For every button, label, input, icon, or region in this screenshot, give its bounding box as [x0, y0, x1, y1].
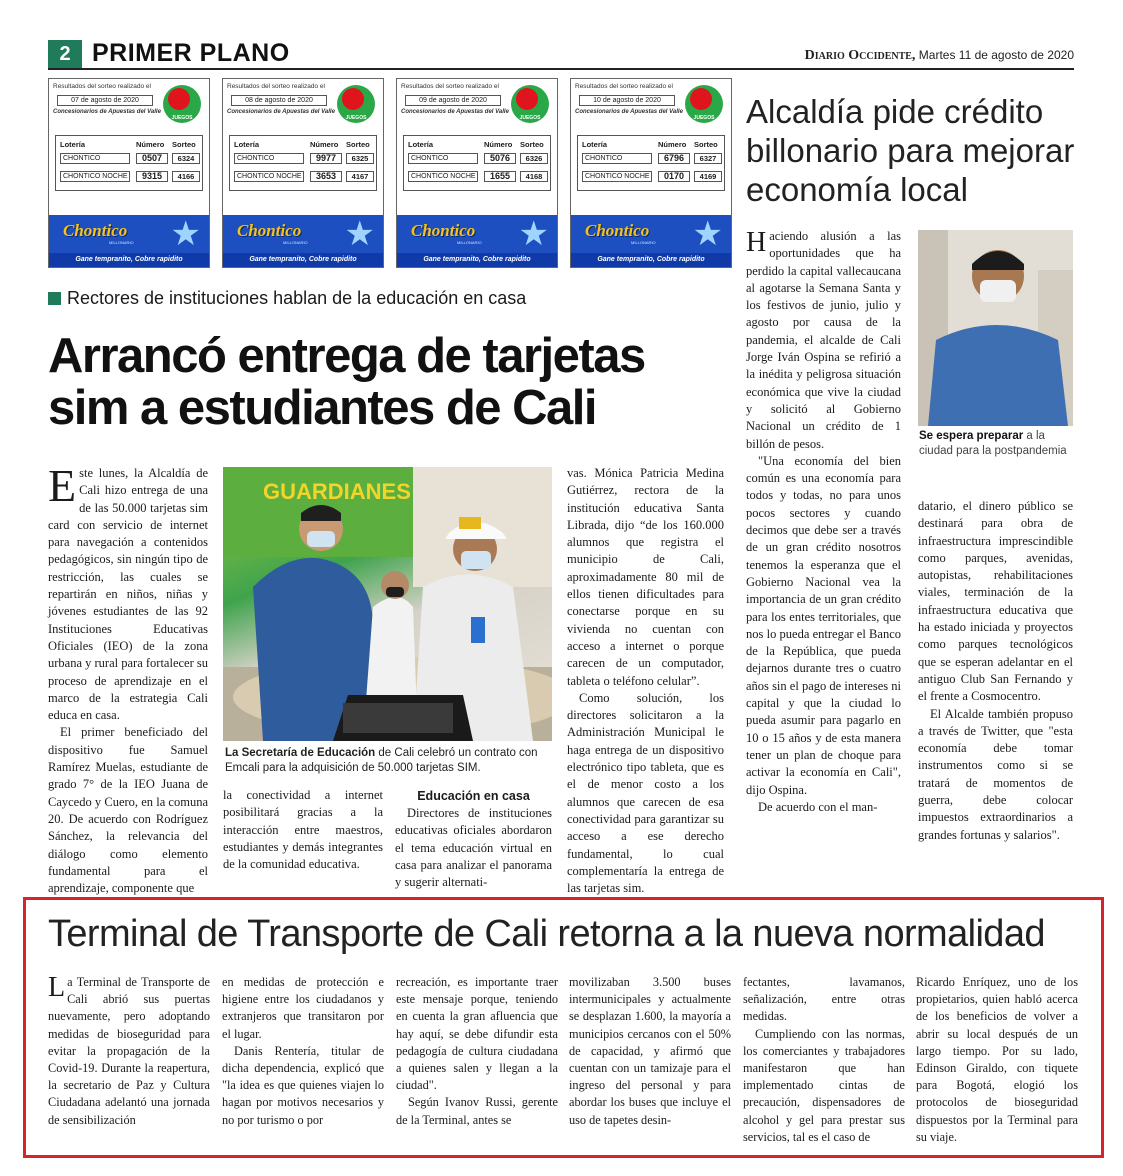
col-loteria: Lotería	[408, 140, 434, 149]
chontico-banner	[397, 215, 557, 267]
main-story-column-3	[395, 787, 552, 891]
lottery-results-label: Resultados del sorteo realizado el	[227, 83, 325, 90]
paragraph: Como solución, los directores solicitaron a la Administración Municipal le haga entrega de un dispositivo electrónico tipo tableta, que es el de menor costo a los alumnos que carecen de esa conectividad para garantizar su acceso a ese derecho fundamental, lo cual complementaría la entrega de las tarjetas sim.	[567, 690, 724, 896]
chontico-banner	[49, 215, 209, 267]
main-headline: Arrancó entrega de tarjetas sim a estudiantes de Cali	[48, 329, 645, 435]
star-icon: ★	[692, 215, 723, 253]
col-numero: Número	[658, 140, 687, 149]
paragraph: "Una economía del bien común es una economía para todos y todas, no para unos pocos sectores y cuando decimos que debe ser a través de un gran crédito nosotros tenemos la esperanza que el Gobierno Nacional vea la importancia de un gran crédito para los entes territoriales, que nos lo pueda entregar el Banco de la República, que pueda dejarnos durante tres o cuatro años sin el pago de intereses ni capital y que la ciudad lo pueda asumir para pagarlo en 10 o 15 años y de esta manera tener un plan de choque para activar la economía en Cali", dijo Ospina.	[746, 453, 901, 797]
chontico-logo: Chontico	[237, 221, 302, 240]
paragraph: El Alcalde también propuso a través de Twitter, que "esta economía debe tomar instrumentos como si se tratará de momentos de guerra, debe colocar impuestos extraordinarios a grandes fortunas y salarios".	[918, 706, 1073, 842]
lottery-draw: 4166	[172, 171, 200, 182]
lottery-number: 9977	[310, 153, 342, 164]
lottery-results-label: Resultados del sorteo realizado el	[575, 83, 673, 90]
chontico-banner	[571, 215, 731, 267]
lottery-number: 9315	[136, 171, 168, 182]
lottery-results-box	[396, 78, 558, 268]
main-story-column-1	[48, 460, 208, 897]
lottery-number: 5076	[484, 153, 516, 164]
main-story-column-4	[567, 465, 724, 897]
lottery-date: 09 de agosto de 2020	[405, 95, 501, 106]
drop-cap: H	[746, 227, 767, 258]
paragraph: a Terminal de Transporte de Cali abrió sus puertas nuevamente, pero adoptando medidas de bioseguridad para evitar la propagación de la Covid-19. Durante la reapertura, la secretario de Paz y Cultura Ciudadana adelantó una jornada de sensibilización	[48, 975, 210, 1127]
star-icon: ★	[170, 215, 201, 253]
col-numero: Número	[310, 140, 339, 149]
paragraph: De acuerdo con el man-	[758, 799, 878, 814]
terminal-column-4	[569, 974, 731, 1129]
subhead: Educación en casa	[417, 789, 530, 803]
side-story-column-2	[918, 498, 1073, 844]
lottery-results-box	[570, 78, 732, 268]
lottery-table	[229, 135, 377, 191]
lottery-number: 0507	[136, 153, 168, 164]
main-story-column-2	[223, 787, 383, 873]
juegos-logo-icon: JUEGOS	[685, 85, 723, 123]
col-numero: Número	[136, 140, 165, 149]
col-sorteo: Sorteo	[172, 140, 196, 149]
paragraph: en medidas de protección e higiene entre los ciudadanos y extranjeros que transitaron por el lugar.	[222, 975, 384, 1041]
drop-cap: E	[48, 460, 77, 511]
terminal-column-3	[396, 974, 558, 1129]
side-story-column-1	[746, 228, 901, 816]
star-icon: ★	[344, 215, 375, 253]
terminal-headline: Terminal de Transporte de Cali retorna a la nueva normalidad	[48, 913, 1045, 955]
mayor-photo-caption	[919, 429, 1074, 458]
lottery-name: CHONTICO	[408, 153, 478, 164]
col-loteria: Lotería	[234, 140, 260, 149]
lottery-number: 1655	[484, 171, 516, 182]
lottery-name: CHONTICO NOCHE	[234, 171, 304, 182]
masthead-dateline	[805, 48, 1074, 64]
chontico-slogan: Gane tempranito, Cobre rapidito	[571, 253, 731, 267]
kicker-text: Rectores de instituciones hablan de la educación en casa	[67, 288, 527, 308]
paragraph: la conectividad a internet posibilitará gracias a la interacción entre maestros, estudiantes y demás integrantes de la comunidad educativa.	[223, 788, 383, 872]
lottery-number: 0170	[658, 171, 690, 182]
lottery-name: CHONTICO	[234, 153, 304, 164]
terminal-column-5	[743, 974, 905, 1146]
story-kicker	[48, 288, 526, 309]
lottery-draw: 6326	[520, 153, 548, 164]
col-sorteo: Sorteo	[346, 140, 370, 149]
lottery-number: 3653	[310, 171, 342, 182]
drop-cap: L	[48, 972, 66, 1003]
lottery-table	[577, 135, 725, 191]
paragraph: Ricardo Enríquez, uno de los propietarios, quien habló acerca de los beneficios de volver a abrir su local después de un largo tiempo. Por su lado, Edinson Giraldo, con tiquete para Bogotá, elogió los protocolos de bioseguridad dispuestos por la Terminal para su viaje.	[916, 975, 1078, 1144]
juegos-logo-icon: JUEGOS	[163, 85, 201, 123]
paragraph: movilizaban 3.500 buses intermunicipales y actualmente se desplazan 1.600, la mayoría a municipios cercanos con el 50% de capacidad, y afirmó que cuentan con un tamizaje para el ingreso del personal y para abordar los buses que incluye el uso de tapetes desin-	[569, 975, 731, 1127]
bullet-square-icon	[48, 292, 61, 305]
lottery-results-box	[222, 78, 384, 268]
terminal-column-2	[222, 974, 384, 1129]
col-sorteo: Sorteo	[694, 140, 718, 149]
caption-lead: La Secretaría de Educación	[225, 747, 376, 759]
lottery-table	[403, 135, 551, 191]
lottery-name: CHONTICO	[60, 153, 130, 164]
col-sorteo: Sorteo	[520, 140, 544, 149]
lottery-draw: 6324	[172, 153, 200, 164]
chontico-logo: Chontico	[585, 221, 650, 240]
chontico-slogan: Gane tempranito, Cobre rapidito	[397, 253, 557, 267]
photo-caption	[225, 746, 555, 776]
lottery-name: CHONTICO NOCHE	[582, 171, 652, 182]
lottery-draw: 6325	[346, 153, 374, 164]
section-title: PRIMER PLANO	[92, 39, 290, 67]
paragraph: Directores de instituciones educativas oficiales abordaron el tema educación virtual en casa para analizar el panorama y sugerir alternati-	[395, 806, 552, 890]
terminal-column-1	[48, 974, 210, 1129]
issue-date: Martes 11 de agosto de 2020	[915, 48, 1074, 62]
lottery-concessionaire: Concesionarios de Apuestas del Valle	[227, 109, 335, 115]
students-sim-card-photo	[223, 467, 552, 741]
photo-illustration	[223, 467, 552, 741]
mayor-photo	[918, 230, 1073, 426]
paragraph: datario, el dinero público se destinará para obra de infraestructura imprescindible como parques, avenidas, autopistas, rehabilitaciones viales, terminación de la infraestructura educativa que ha estado iniciada y proyectos como parques tecnológicos que se esperan adelantar en el antiguo Club San Fernando y el frente a Cosmocentro.	[918, 499, 1073, 704]
juegos-logo-icon: JUEGOS	[511, 85, 549, 123]
banner-sign-text: GUARDIANES	[263, 479, 411, 504]
paragraph: vas. Mónica Patricia Medina Gutiérrez, rectora de la institución educativa Santa Librada, dijo “de los 160.000 alumnos que registra el municipio de Cali, aproximadamente 80 mil de ellos tienen dificultades para conectarse porque en su vivienda no cuentan con acceso a internet o porque carecen de un computador, tableta o teléfono celular”.	[567, 466, 724, 688]
lottery-name: CHONTICO NOCHE	[408, 171, 478, 182]
paper-name: Diario Occidente,	[804, 48, 916, 63]
mayor-illustration	[918, 230, 1073, 426]
lottery-draw: 4168	[520, 171, 548, 182]
page-header	[48, 38, 1074, 70]
paragraph: Danis Rentería, titular de dicha dependencia, explicó que "la idea es que quienes viajen lo hagan por motivos necesarios y no por turismo o por	[222, 1043, 384, 1127]
chontico-logo: Chontico	[63, 221, 128, 240]
page-number: 2	[48, 40, 82, 68]
lottery-draw: 6327	[694, 153, 722, 164]
lottery-number: 6796	[658, 153, 690, 164]
lottery-concessionaire: Concesionarios de Apuestas del Valle	[401, 109, 509, 115]
lottery-date: 08 de agosto de 2020	[231, 95, 327, 106]
lottery-table	[55, 135, 203, 191]
col-loteria: Lotería	[582, 140, 608, 149]
lottery-name: CHONTICO NOCHE	[60, 171, 130, 182]
chontico-sub: MILLONARIO	[109, 240, 134, 245]
lottery-draw: 4167	[346, 171, 374, 182]
paragraph: recreación, es importante traer este mensaje porque, teniendo en cuenta la gran afluencia que hay aquí, se debe difundir esta pedagogía de cultura ciudadana a quienes salen y llegan a la ciudad".	[396, 975, 558, 1093]
paragraph: Según Ivanov Russi, gerente de la Terminal, antes se	[396, 1095, 558, 1127]
lottery-date: 07 de agosto de 2020	[57, 95, 153, 106]
paragraph: ste lunes, la Alcaldía de Cali hizo entrega de una de las 50.000 tarjetas sim card con servicio de internet para navegación a contenidos pedagógicos, sin ningún tipo de restricción, las cuales se repartirán en niños, niñas y jóvenes estudiantes de las 92 Instituciones Educativas Oficiales (IEO) de la zona urbana y rural para fortalecer su proceso de aprendizaje en el marco de la estrategia Cali educa en casa.	[48, 466, 208, 723]
lottery-draw: 4169	[694, 171, 722, 182]
caption-text: de Cali celebró un contrato con Emcali para la adquisición de 50.000 tarjetas SIM.	[225, 747, 538, 774]
paragraph: aciendo alusión a las oportunidades que ha perdido la capital vallecaucana al agotarse la Semana Santa y los festivos de junio, julio y agosto por causa de la pandemia, el alcalde de Cali Jorge Iván Ospina se refirió a la inédita y peligrosa situación económica que vive la ciudad y solicitó al Gobierno Nacional un crédito de 1 billón de pesos.	[746, 229, 901, 451]
chontico-sub: MILLONARIO	[631, 240, 656, 245]
paragraph: Cumpliendo con las normas, los comerciantes y trabajadores manifestaron que han implementado cintas de precaución, dispensadores de alcohol y gel para prestar sus servicios, tal es el caso de	[743, 1026, 905, 1144]
chontico-slogan: Gane tempranito, Cobre rapidito	[49, 253, 209, 267]
col-numero: Número	[484, 140, 513, 149]
terminal-column-6	[916, 974, 1078, 1146]
chontico-slogan: Gane tempranito, Cobre rapidito	[223, 253, 383, 267]
caption-text: a la ciudad para la postpandemia	[919, 430, 1067, 457]
paragraph: fectantes, lavamanos, señalización, entre otras medidas.	[743, 975, 905, 1024]
chontico-sub: MILLONARIO	[283, 240, 308, 245]
lottery-results-label: Resultados del sorteo realizado el	[401, 83, 499, 90]
chontico-logo: Chontico	[411, 221, 476, 240]
lottery-concessionaire: Concesionarios de Apuestas del Valle	[575, 109, 683, 115]
lottery-results-label: Resultados del sorteo realizado el	[53, 83, 151, 90]
paragraph: El primer beneficiado del dispositivo fue Samuel Ramírez Muelas, estudiante de grado 7° de la IEO Juana de Caycedo y Cuero, en la comuna 20. De acuerdo con Rodríguez Sánchez, la relevancia del diálogo como elemento fundamental para el aprendizaje, componente que	[48, 725, 208, 896]
chontico-banner	[223, 215, 383, 267]
caption-lead: Se espera preparar	[919, 430, 1024, 442]
lottery-name: CHONTICO	[582, 153, 652, 164]
lottery-results-box	[48, 78, 210, 268]
side-headline: Alcaldía pide crédito billonario para mejorar economía local	[746, 93, 1075, 208]
lottery-concessionaire: Concesionarios de Apuestas del Valle	[53, 109, 161, 115]
juegos-logo-icon: JUEGOS	[337, 85, 375, 123]
chontico-sub: MILLONARIO	[457, 240, 482, 245]
star-icon: ★	[518, 215, 549, 253]
col-loteria: Lotería	[60, 140, 86, 149]
lottery-date: 10 de agosto de 2020	[579, 95, 675, 106]
